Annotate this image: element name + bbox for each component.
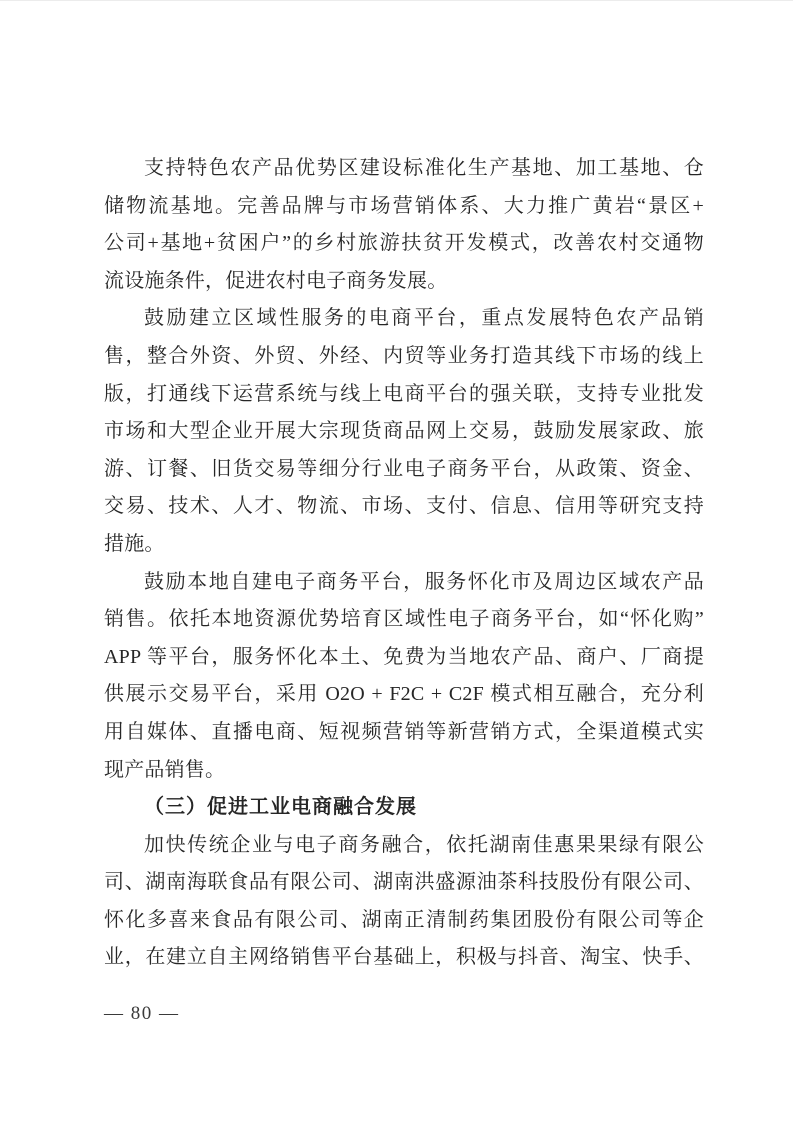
text-line: 怀化多喜来食品有限公司、湖南正清制药集团股份有限公司等企 (104, 908, 704, 931)
text-line: APP 等平台，服务怀化本土、免费为当地农产品、商户、厂商提 (104, 645, 704, 668)
text-line: 售，整合外资、外贸、外经、内贸等业务打造其线下市场的线上 (104, 344, 704, 367)
page-body-text (104, 150, 704, 977)
text-line: 司、湖南海联食品有限公司、湖南洪盛源油茶科技股份有限公司、 (104, 871, 704, 894)
page-number: — 80 — (104, 1003, 180, 1024)
text-line: 版，打通线下运营系统与线上电商平台的强关联，支持专业批发 (104, 382, 704, 405)
text-line: 鼓励本地自建电子商务平台，服务怀化市及周边区域农产品 (144, 570, 704, 593)
text-line: 供展示交易平台，采用 O2O + F2C + C2F 模式相互融合，充分利 (104, 683, 704, 706)
text-line: 鼓励建立区域性服务的电商平台，重点发展特色农产品销 (144, 307, 704, 330)
text-line: 流设施条件，促进农村电子商务发展。 (104, 269, 448, 292)
text-line: 措施。 (104, 532, 165, 555)
text-line: 市场和大型企业开展大宗现货商品网上交易，鼓励发展家政、旅 (104, 420, 704, 443)
page-footer (104, 1001, 180, 1027)
text-line: 用自媒体、直播电商、短视频营销等新营销方式，全渠道模式实 (104, 720, 704, 743)
body-paragraph (104, 827, 704, 977)
body-paragraph (104, 564, 704, 790)
text-line: 交易、技术、人才、物流、市场、支付、信息、信用等研究支持 (104, 495, 704, 518)
section-heading (104, 789, 704, 827)
text-line: 公司+基地+贫困户”的乡村旅游扶贫开发模式，改善农村交通物 (104, 232, 704, 255)
text-line: 储物流基地。完善品牌与市场营销体系、大力推广黄岩“景区+ (104, 194, 704, 217)
text-line: 游、订餐、旧货交易等细分行业电子商务平台，从政策、资金、 (104, 457, 704, 480)
body-paragraph (104, 150, 704, 300)
text-line: 加快传统企业与电子商务融合，依托湖南佳惠果果绿有限公 (144, 833, 704, 856)
paragraphs (104, 150, 704, 977)
text-line: 销售。依托本地资源优势培育区域性电子商务平台，如“怀化购” (104, 608, 704, 631)
text-line: 业，在建立自主网络销售平台基础上，积极与抖音、淘宝、快手、 (104, 946, 704, 969)
text-line: （三）促进工业电商融合发展 (144, 796, 417, 819)
text-line: 现产品销售。 (104, 758, 226, 781)
text-line: 支持特色农产品优势区建设标准化生产基地、加工基地、仓 (144, 157, 704, 179)
body-paragraph (104, 300, 704, 563)
